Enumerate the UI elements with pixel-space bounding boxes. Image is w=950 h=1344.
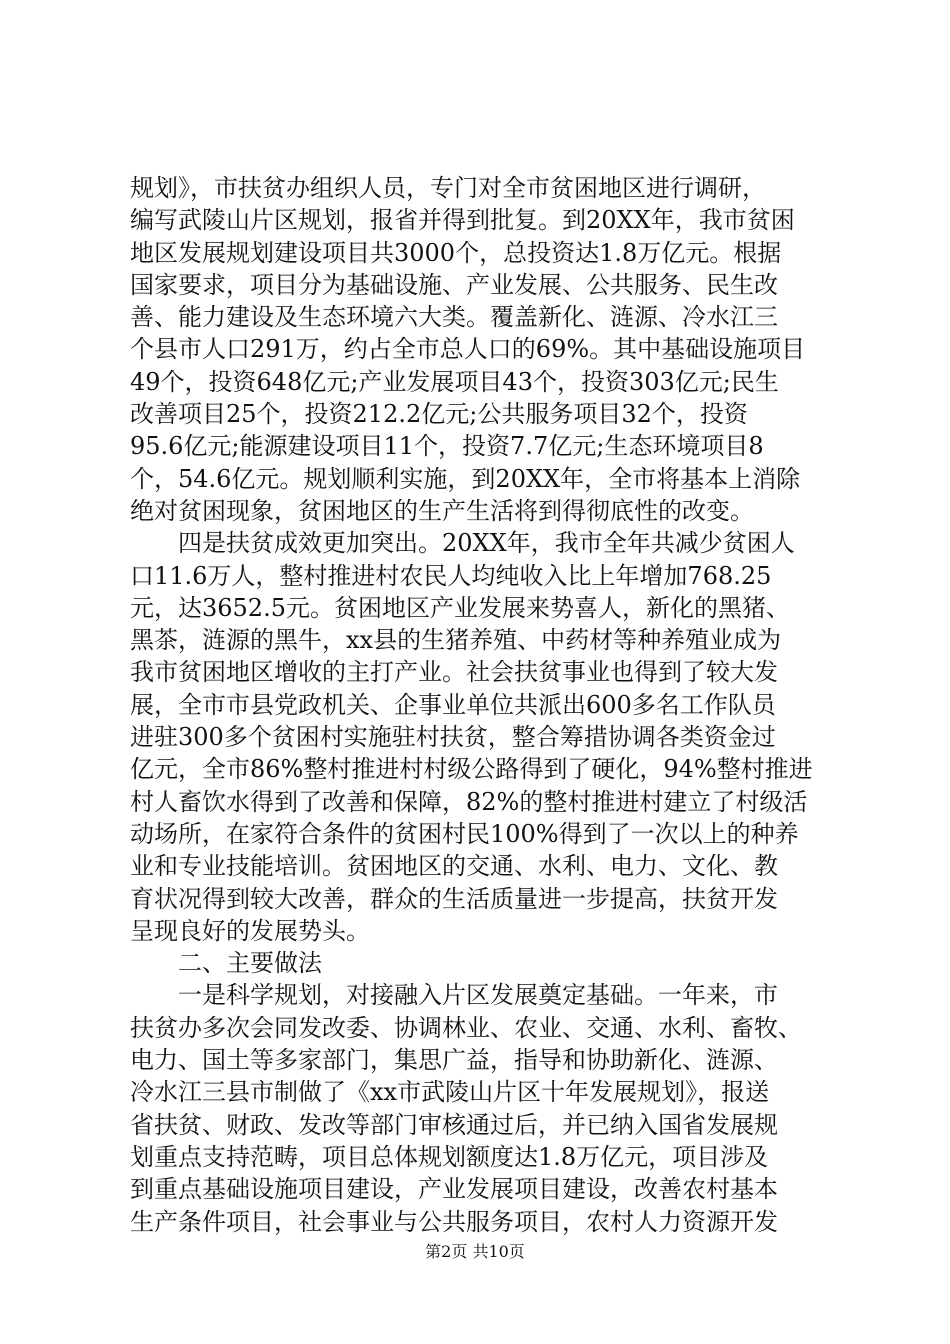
text-line: 编写武陵山片区规划，报省并得到批复。到20XX年，我市贫困 — [130, 206, 795, 235]
text-line: 49个，投资648亿元;产业发展项目43个，投资303亿元;民生 — [130, 367, 779, 396]
text-line: 省扶贫、财政、发改等部门审核通过后，并已纳入国省发展规 — [130, 1110, 778, 1139]
text-line: 元，达3652.5元。贫困地区产业发展来势喜人，新化的黑猪、 — [130, 593, 790, 622]
text-line: 绝对贫困现象，贫困地区的生产生活将到得彻底性的改变。 — [130, 496, 754, 525]
text-line: 改善项目25个，投资212.2亿元;公共服务项目32个，投资 — [130, 400, 748, 429]
text-line: 育状况得到较大改善，群众的生活质量进一步提高，扶贫开发 — [130, 884, 778, 913]
text-line: 进驻300多个贫困村实施驻村扶贫，整合筹措协调各类资金过 — [130, 723, 776, 752]
text-line: 村人畜饮水得到了改善和保障，82%的整村推进村建立了村级活 — [130, 787, 808, 816]
text-line: 一是科学规划，对接融入片区发展奠定基础。一年来，市 — [130, 981, 778, 1010]
text-line: 规划》，市扶贫办组织人员，专门对全市贫困地区进行调研， — [130, 174, 766, 202]
section-heading: 二、主要做法 — [130, 949, 322, 978]
text-line: 善、能力建设及生态环境六大类。覆盖新化、涟源、冷水江三 — [130, 303, 778, 332]
text-line: 扶贫办多次会同发改委、协调林业、农业、交通、水利、畜牧、 — [130, 1013, 802, 1042]
body-text — [130, 172, 830, 1238]
text-line: 黑茶，涟源的黑牛，xx县的生猪养殖、中药材等种养殖业成为 — [130, 626, 782, 655]
text-line: 划重点支持范畴，项目总体规划额度达1.8万亿元，项目涉及 — [130, 1142, 769, 1171]
text-line: 生产条件项目，社会事业与公共服务项目，农村人力资源开发 — [130, 1207, 778, 1236]
page-number: 第2页 共10页 — [425, 1242, 525, 1261]
text-line: 我市贫困地区增收的主打产业。社会扶贫事业也得到了较大发 — [130, 658, 778, 687]
text-line: 四是扶贫成效更加突出。20XX年，我市全年共减少贫困人 — [130, 529, 795, 558]
text-line: 国家要求，项目分为基础设施、产业发展、公共服务、民生改 — [130, 270, 778, 299]
text-line: 口11.6万人，整村推进村农民人均纯收入比上年增加768.25 — [130, 561, 772, 590]
text-line: 电力、国土等多家部门，集思广益，指导和协助新化、涟源、 — [130, 1046, 778, 1075]
text-line: 业和专业技能培训。贫困地区的交通、水利、电力、文化、教 — [130, 852, 778, 881]
page-footer — [0, 1242, 950, 1262]
text-line: 动场所，在家符合条件的贫困村民100%得到了一次以上的种养 — [130, 819, 799, 848]
text-line: 冷水江三县市制做了《xx市武陵山片区十年发展规划》，报送 — [130, 1078, 770, 1107]
text-line: 95.6亿元;能源建设项目11个，投资7.7亿元;生态环境项目8 — [130, 432, 764, 461]
text-line: 展，全市市县党政机关、企事业单位共派出600多名工作队员 — [130, 690, 776, 719]
text-line: 地区发展规划建设项目共3000个，总投资达1.8万亿元。根据 — [130, 238, 782, 267]
text-line: 呈现良好的发展势头。 — [130, 916, 370, 945]
text-line: 个县市人口291万，约占全市总人口的69%。其中基础设施项目 — [130, 335, 806, 364]
text-line: 个，54.6亿元。规划顺利实施，到20XX年，全市将基本上消除 — [130, 464, 801, 493]
text-line: 亿元，全市86%整村推进村村级公路得到了硬化，94%整村推进 — [130, 755, 813, 784]
text-line: 到重点基础设施项目建设，产业发展项目建设，改善农村基本 — [130, 1175, 778, 1204]
